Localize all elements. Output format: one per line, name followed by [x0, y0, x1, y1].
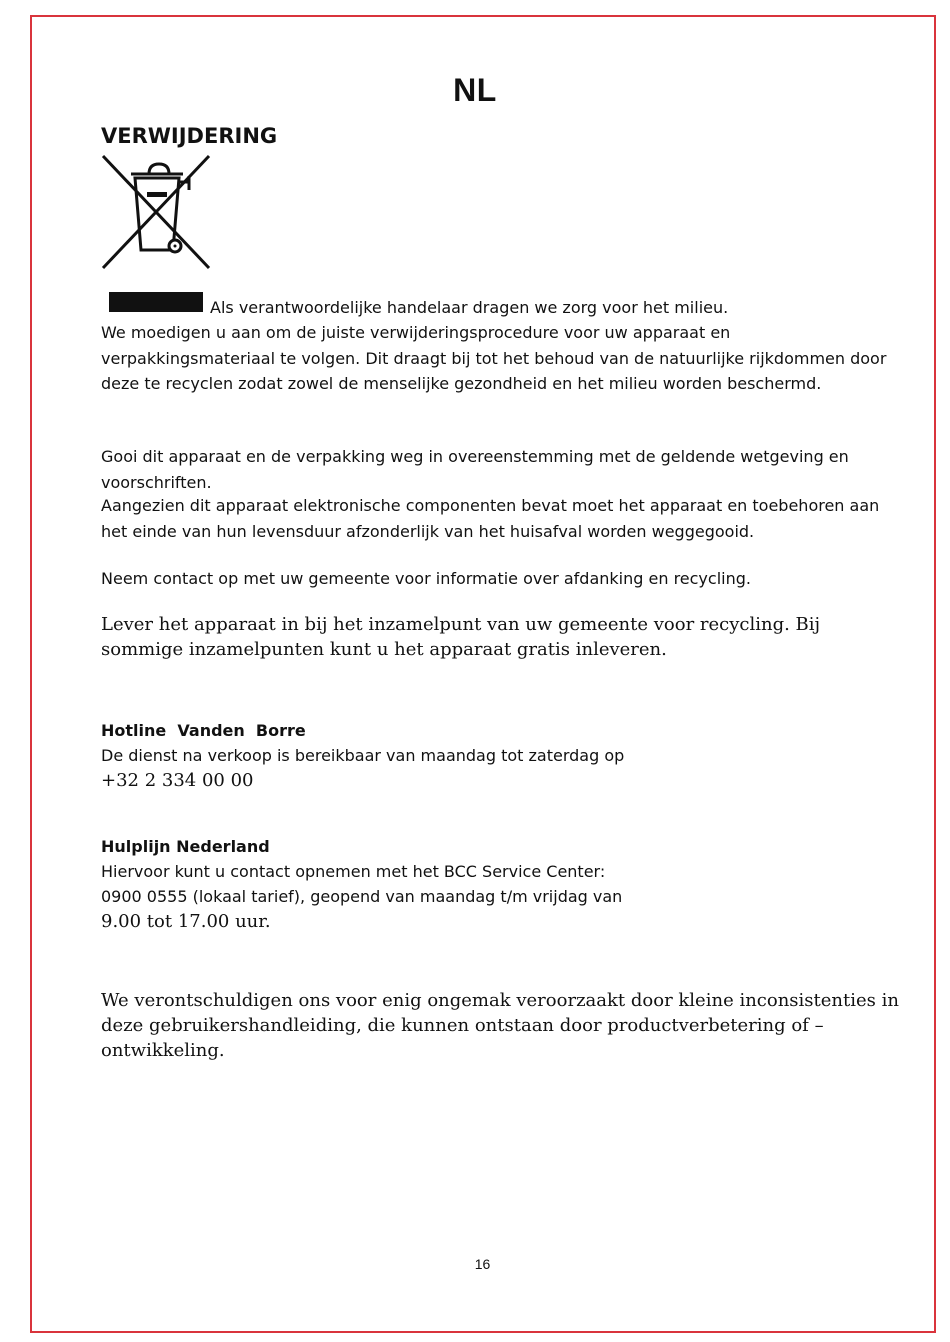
disposal-paragraph-electronics: Aangezien dit apparaat elektronische componenten bevat moet het apparaat en toebehoren aan het einde van hun levensduur afzonderlijk van het huisafval worden weggegooid.	[101, 496, 880, 541]
closing-disclaimer: We verontschuldigen ons voor enig ongemak veroorzaakt door kleine inconsistenties in deze gebruikershandleiding, die kunnen ontstaan door productverbetering of – ontwikkeling.	[101, 990, 899, 1061]
hotline-text: De dienst na verkoop is bereikbaar van maandag tot zaterdag op	[101, 746, 625, 765]
redacted-brand-name	[109, 292, 203, 312]
disposal-paragraph-contact: Neem contact op met uw gemeente voor informatie over afdanking en recycling.	[101, 569, 751, 588]
hotline-phone: +32 2 334 00 00	[101, 770, 254, 791]
disposal-paragraph-legal: Gooi dit apparaat en de verpakking weg in overeenstemming met de geldende wetgeving en voorschriften.	[101, 447, 849, 492]
netherlands-helpline-hours: 9.00 tot 17.00 uur.	[101, 911, 271, 932]
disposal-paragraph-collection: Lever het apparaat in bij het inzamelpunt van uw gemeente voor recycling. Bij sommige inzamelpunten kunt u het apparaat gratis inleveren.	[101, 614, 821, 660]
netherlands-helpline-title: Hulplijn Nederland	[101, 837, 270, 856]
page-number: 16	[474, 1256, 491, 1272]
section-heading: VERWIJDERING	[101, 124, 278, 148]
netherlands-helpline-line: Hiervoor kunt u contact opnemen met het BCC Service Center:	[101, 862, 606, 881]
hotline-title: Hotline Vanden Borre	[101, 721, 306, 740]
language-code: NL	[453, 72, 497, 108]
crossed-out-wheelie-bin-icon	[101, 152, 211, 272]
netherlands-helpline-line: 0900 0555 (lokaal tarief), geopend van maandag t/m vrijdag van	[101, 887, 623, 906]
intro-paragraph: We moedigen u aan om de juiste verwijderingsprocedure voor uw apparaat en verpakkingsmateriaal te volgen. Dit draagt bij tot het behoud van de natuurlijke rijkdommen door deze te recyclen zodat zowel de menselijke gezondheid en het milieu worden beschermd.	[101, 323, 887, 393]
intro-first-line: Als verantwoordelijke handelaar dragen we zorg voor het milieu.	[210, 298, 729, 317]
